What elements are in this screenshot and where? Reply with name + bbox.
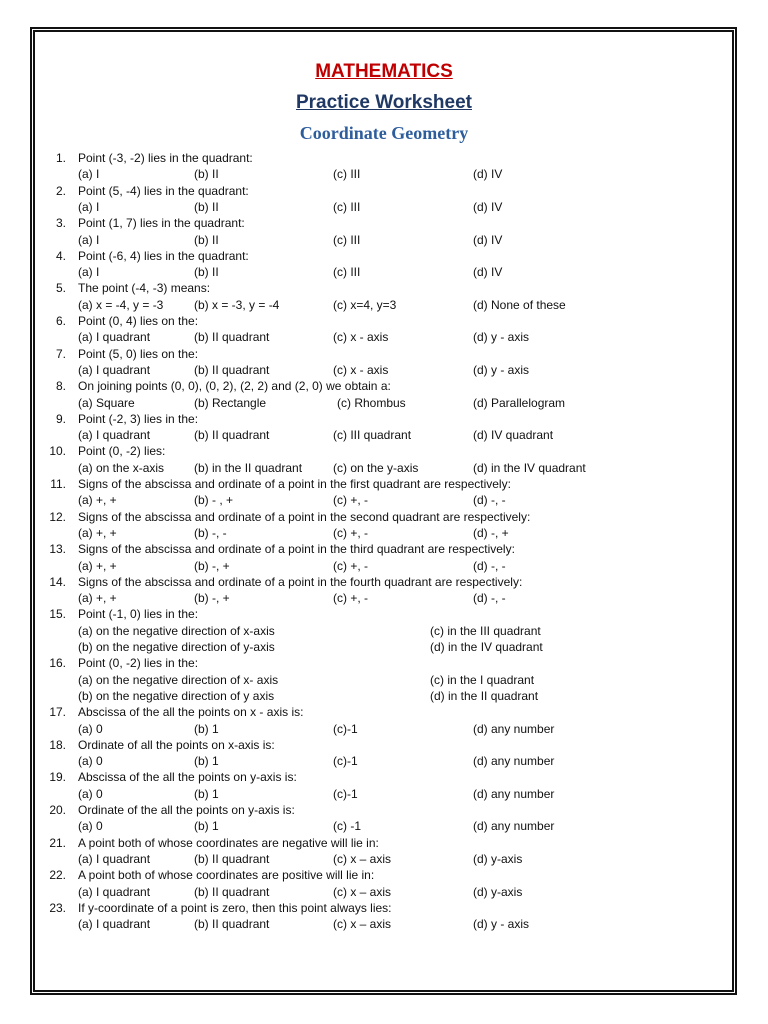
question-text: Abscissa of the all the points on x - axis is:	[78, 705, 304, 720]
option-b: (b) II	[194, 199, 219, 214]
option-b: (b) on the negative direction of y-axis	[78, 640, 275, 654]
subject-title: MATHEMATICS	[315, 61, 453, 82]
option-c: (c)-1	[333, 721, 358, 736]
option-b: (b) -, +	[194, 558, 230, 573]
question-text: If y-coordinate of a point is zero, then this point always lies:	[78, 900, 392, 915]
question-number: 13.	[49, 542, 66, 557]
worksheet-title: Practice Worksheet	[295, 92, 472, 113]
question-text: Point (0, -2) lies:	[78, 444, 166, 459]
question-number: 6.	[55, 314, 66, 328]
option-c: (c) -1	[333, 819, 361, 834]
question-text: Ordinate of the all the points on y-axis is:	[78, 803, 295, 817]
question-text: Ordinate of all the points on x-axis is:	[78, 737, 275, 752]
option-a: (a) 0	[78, 819, 103, 834]
option-c: (c) III quadrant	[333, 428, 412, 443]
option-d: (d) any number	[473, 819, 555, 834]
option-c: (c) III	[333, 199, 361, 214]
option-b: (b) -, +	[194, 591, 230, 606]
question-text: Signs of the abscissa and ordinate of a point in the third quadrant are respectively:	[78, 542, 515, 557]
option-c: (c) +, -	[333, 493, 368, 508]
option-b: (b) II quadrant	[194, 330, 270, 345]
option-d: (d) in the IV quadrant	[430, 640, 543, 654]
option-a: (a) +, +	[78, 558, 117, 573]
option-d: (d) -, -	[473, 591, 506, 606]
option-a: (a) on the negative direction of x-axis	[78, 623, 275, 638]
question-text: Signs of the abscissa and ordinate of a point in the second quadrant are respectively:	[78, 509, 531, 524]
question-number: 22.	[49, 868, 66, 883]
question-number: 7.	[55, 346, 66, 361]
option-a: (a) 0	[78, 786, 103, 801]
option-b: (b) 1	[194, 786, 219, 801]
option-c: (c) in the I quadrant	[430, 672, 535, 687]
option-a: (a) I	[78, 265, 100, 280]
option-b: (b) x = -3, y = -4	[194, 297, 280, 312]
option-c: (c)-1	[333, 754, 358, 769]
question-number: 3.	[55, 216, 66, 231]
option-b: (b) -, -	[194, 525, 227, 540]
option-a: (a) I quadrant	[78, 851, 151, 866]
option-c: (c)-1	[333, 786, 358, 801]
option-a: (a) I	[78, 199, 100, 214]
question-number: 14.	[49, 574, 66, 589]
question-text: Point (5, -4) lies in the quadrant:	[78, 183, 249, 198]
option-b: (b) on the negative direction of y axis	[78, 688, 275, 703]
option-b: (b) 1	[194, 754, 219, 769]
question-number: 2.	[55, 183, 66, 198]
option-d: (d) any number	[473, 786, 555, 801]
question-text: On joining points (0, 0), (0, 2), (2, 2) and (2, 0) we obtain a:	[78, 379, 391, 394]
option-b: (b) II	[194, 167, 219, 182]
question-number: 21.	[49, 835, 66, 850]
question-number: 17.	[49, 705, 66, 720]
option-a: (a) +, +	[78, 493, 117, 508]
option-a: (a) I quadrant	[78, 917, 151, 932]
option-d: (d) y - axis	[473, 330, 530, 345]
question-number: 20.	[49, 803, 66, 817]
option-b: (b) - , +	[194, 493, 234, 508]
topic-title: Coordinate Geometry	[299, 123, 469, 143]
question-number: 1.	[55, 151, 66, 165]
question-number: 4.	[55, 248, 66, 263]
option-c: (c) III	[333, 167, 361, 182]
option-c: (c) x - axis	[333, 362, 389, 377]
option-b: (b) II quadrant	[194, 884, 270, 899]
option-d: (d) IV	[473, 167, 503, 182]
question-text: Signs of the abscissa and ordinate of a point in the first quadrant are respectively:	[78, 477, 511, 491]
option-c: (c) III	[333, 265, 361, 280]
question-text: A point both of whose coordinates are negative will lie in:	[78, 835, 379, 850]
option-c: (c) Rhombus	[337, 395, 406, 410]
option-a: (a) 0	[78, 754, 103, 769]
question-text: Point (-1, 0) lies in the:	[78, 607, 199, 622]
question-number: 11.	[50, 477, 66, 491]
option-b: (b) Rectangle	[194, 395, 267, 410]
option-d: (d) y-axis	[473, 851, 523, 866]
option-c: (c) in the III quadrant	[430, 623, 541, 638]
option-d: (d) y-axis	[473, 884, 523, 899]
question-number: 8.	[55, 379, 66, 394]
option-d: (d) in the IV quadrant	[473, 460, 586, 475]
option-c: (c) x – axis	[333, 884, 392, 899]
option-b: (b) II quadrant	[194, 917, 270, 932]
question-text: Point (0, 4) lies on the:	[78, 314, 199, 328]
option-d: (d) -, -	[473, 493, 506, 508]
option-a: (a) Square	[78, 395, 135, 410]
question-number: 15.	[49, 607, 66, 622]
option-d: (d) Parallelogram	[473, 395, 566, 410]
option-a: (a) I quadrant	[78, 330, 151, 345]
option-a: (a) on the x-axis	[78, 460, 165, 475]
option-c: (c) on the y-axis	[333, 460, 419, 475]
question-text: The point (-4, -3) means:	[78, 281, 211, 296]
question-number: 9.	[55, 411, 66, 426]
option-c: (c) +, -	[333, 525, 368, 540]
option-b: (b) 1	[194, 721, 219, 736]
option-b: (b) II	[194, 232, 219, 247]
question-number: 12.	[49, 509, 66, 524]
option-a: (a) I	[78, 167, 100, 182]
option-b: (b) in the II quadrant	[194, 460, 303, 475]
option-c: (c) x – axis	[333, 851, 392, 866]
question-text: Abscissa of the all the points on y-axis is:	[78, 770, 297, 785]
question-text: Point (1, 7) lies in the quadrant:	[78, 216, 245, 231]
option-c: (c) x – axis	[333, 917, 392, 932]
option-d: (d) IV	[473, 199, 503, 214]
option-a: (a) +, +	[78, 525, 117, 540]
question-number: 19.	[49, 770, 66, 785]
option-d: (d) IV	[473, 232, 503, 247]
question-text: A point both of whose coordinates are positive will lie in:	[78, 868, 375, 883]
option-d: (d) IV quadrant	[473, 428, 554, 443]
question-number: 16.	[49, 656, 66, 671]
option-d: (d) IV	[473, 265, 503, 280]
question-text: Point (-2, 3) lies in the:	[78, 411, 199, 426]
question-text: Signs of the abscissa and ordinate of a point in the fourth quadrant are respectively:	[78, 574, 523, 589]
option-a: (a) on the negative direction of x- axis	[78, 672, 279, 687]
option-d: (d) any number	[473, 721, 555, 736]
option-c: (c) +, -	[333, 591, 368, 606]
option-b: (b) II	[194, 265, 219, 280]
option-d: (d) y - axis	[473, 362, 530, 377]
option-d: (d) None of these	[473, 297, 566, 312]
option-d: (d) -, -	[473, 558, 506, 573]
option-d: (d) in the II quadrant	[430, 688, 539, 703]
option-c: (c) x - axis	[333, 330, 389, 345]
question-text: Point (-3, -2) lies in the quadrant:	[78, 151, 253, 165]
option-b: (b) II quadrant	[194, 428, 270, 443]
question-text: Point (5, 0) lies on the:	[78, 346, 199, 361]
option-c: (c) III	[333, 232, 361, 247]
option-b: (b) 1	[194, 819, 219, 834]
option-a: (a) +, +	[78, 591, 117, 606]
option-a: (a) I	[78, 232, 100, 247]
question-number: 10.	[49, 444, 66, 459]
question-text: Point (0, -2) lies in the:	[78, 656, 199, 671]
option-c: (c) x=4, y=3	[333, 297, 397, 312]
option-a: (a) I quadrant	[78, 362, 151, 377]
question-number: 18.	[49, 737, 66, 752]
option-a: (a) x = -4, y = -3	[78, 297, 164, 312]
question-text: Point (-6, 4) lies in the quadrant:	[78, 248, 249, 263]
question-number: 5.	[55, 281, 66, 296]
option-a: (a) I quadrant	[78, 428, 151, 443]
question-number: 23.	[49, 900, 66, 915]
option-b: (b) II quadrant	[194, 851, 270, 866]
option-d: (d) any number	[473, 754, 555, 769]
option-d: (d) y - axis	[473, 917, 530, 932]
option-c: (c) +, -	[333, 558, 368, 573]
option-d: (d) -, +	[473, 525, 509, 540]
option-b: (b) II quadrant	[194, 362, 270, 377]
option-a: (a) I quadrant	[78, 884, 151, 899]
option-a: (a) 0	[78, 721, 103, 736]
